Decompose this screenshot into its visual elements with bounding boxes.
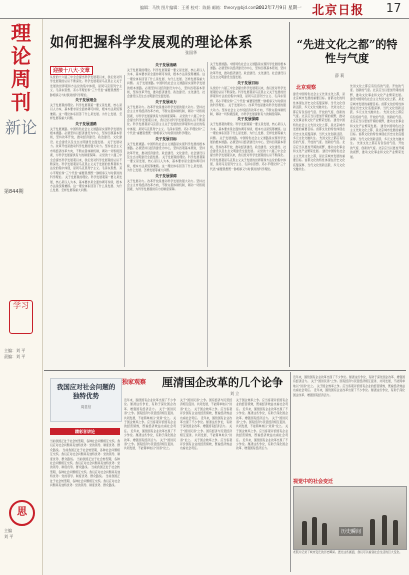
issue-number: 第844期 — [4, 189, 24, 195]
paragraph: 近年来，围绕国有企业改革出现了不少争论。厘清这些争论，有助于深化国企改革、增强国有经济活力。 — [293, 375, 405, 384]
paragraph: 关于发展道路。中国特色社会主义道路是实现科学发展的根本道路。必须坚持以经济建设为中心，坚持四项基本原则，坚持改革开放，推动经济建设、政治建设、文化建设、社会建设以及生态文明建设全面发展。 — [127, 141, 205, 159]
main-column-3 — [210, 62, 286, 367]
paragraph: 关于发展道路。中国特色社会主义道路是实现科学发展的根本道路。必须坚持以经济建设为中心，坚持四项基本原则，坚持改革开放，推动经济建设、政治建设、文化建设、社会建设以及生态文明建设全面发展。 — [127, 81, 205, 99]
paragraph: 关于“国进民退”之争。国有经济与民营经济相互促进、共同发展，不能简单地以“进退”论之。 — [236, 415, 288, 429]
bottom-column-1 — [124, 398, 176, 572]
paragraph: 近年来，围绕国有企业改革出现了不少争论。厘清这些争论，有助于深化国企改革、增强国有经济活力。 — [180, 415, 232, 429]
right-column-2 — [350, 84, 404, 367]
section-head: 关于发展动力 — [155, 99, 177, 104]
section-head: 关于发展道路 — [75, 121, 97, 126]
paragraph: 关于“国进民退”之争。国有经济与民营经济相互促进、共同发展，不能简单地以“进退”论之。 — [124, 437, 176, 451]
paragraph: 关于发展观的理论。科学发展观第一要义是发展，核心是以人为本，基本要求是全面协调可持续，根本方法是统筹兼顾。这一理论体系回答了什么是发展、为什么发展、怎样发展等重大问题。 — [50, 103, 122, 121]
paragraph: 关于发展道路。中国特色社会主义道路是实现科学发展的根本道路。必须坚持以经济建设为中心，坚持四项基本原则，坚持改革开放，推动经济建设、政治建设、文化建设、社会建设以及生态文明建设全面发展。 — [210, 62, 286, 80]
paragraph: 近年来，围绕国有企业改革出现了不少争论。厘清这些争论，有助于深化国企改革、增强国有经济活力。 — [236, 437, 288, 451]
paragraph: 近年来，围绕国有企业改革出现了不少争论。厘清这些争论，有助于深化国企改革、增强国有经济活力。 — [124, 428, 176, 442]
paragraph: 关于发展观的理论。科学发展观第一要义是发展，核心是以人为本，基本要求是全面协调可持续，根本方法是统筹兼顾。这一理论体系回答了什么是发展、为什么发展、怎样发展等重大问题。 — [127, 68, 205, 86]
bottom-tag: 独家观察 — [122, 379, 147, 386]
historic-photo[interactable] — [293, 486, 407, 550]
paragraph: 建设中国特色社会主义先进文化之都，是北京城市发展的重要目标。首都文化的特性体现在历史文化底蕴深厚、当代文化创新活跃、多元文化交融共生。 — [293, 118, 345, 141]
main-author: 张国华 — [185, 50, 197, 55]
editor-credit: 主编：刘 平 责编：刘 平 — [4, 348, 26, 359]
photo-figure — [393, 520, 398, 545]
commentary-title[interactable]: 我国应对社会问题的独特优势 — [56, 383, 116, 400]
paragraph: 关于“国进民退”之争。国有经济与民营经济相互促进、共同发展，不能简单地以“进退”论之。 — [180, 424, 232, 442]
photo-figure — [370, 519, 375, 545]
section-head: 关于发展保障 — [237, 117, 259, 122]
paragraph: 关于发展观的理论。科学发展观第一要义是发展，核心是以人为本，基本要求是全面协调可持续，根本方法是统筹兼顾。这一理论体系回答了什么是发展、为什么发展、怎样发展等重大问题。 — [127, 154, 205, 173]
bottom-column-2 — [180, 398, 232, 572]
stamp-icon: 学习 — [9, 300, 33, 334]
main-column-1 — [50, 75, 122, 367]
paragraph: 关于发展观的理论。科学发展观第一要义是发展，核心是以人为本，基本要求是全面协调可持续，根本方法是统筹兼顾。这一理论体系回答了什么是发展、为什么发展、怎样发展等重大问题。 — [50, 175, 122, 193]
paragraph: 先进文化之都应有包容的气度、开放的气度、创新的气度。北京应当以更加开阔的视野，推动文化事业和文化产业繁荣发展。 — [293, 136, 345, 154]
section-head: 关于发展理念 — [75, 98, 97, 103]
column-divider — [290, 372, 291, 572]
section-head: 关于发展战略 — [155, 63, 177, 67]
page-number: 17 — [386, 1, 402, 15]
paragraph: 先进文化之都应有包容的气度、开放的气度、创新的气度。北京应当以更加开阔的视野，推动文化事业和文化产业繁荣发展。 — [350, 141, 404, 159]
column-divider — [124, 75, 125, 367]
paragraph: 关于发展动力。改革开放是推动科学发展的强大动力。坚持社会主义市场经济改革方向，不断完善体制机制，调动一切积极因素，为科学发展提供有力的制度保障。 — [210, 103, 286, 117]
main-column-2 — [127, 62, 205, 367]
section-subtitle: 新论 — [4, 118, 37, 137]
paragraph: 关于国企效率之争。应当客观评价国有企业的经营绩效，既看经济效益也看社会责任。 — [180, 437, 232, 451]
paragraph: 当前我国正处于社会转型期，各种社会问题相互交织。我们应对社会问题具有独特优势：党的领导、制度优势、群众路线。 — [50, 465, 120, 479]
paragraph: 关于国企效率之争。应当客观评价国有企业的经营绩效，既看经济效益也看社会责任。 — [236, 398, 288, 411]
paragraph: 近年来，围绕国有企业改革出现了不少争论。厘清这些争论，有助于深化国企改革、增强国有经济活力。 — [293, 388, 405, 397]
paragraph: 关于国企效率之争。应当客观评价国有企业的经营绩效，既看经济效益也看社会责任。 — [236, 424, 288, 442]
paragraph: 当前我国正处于社会转型期，各种社会问题相互交织。我们应对社会问题具有独特优势：党的领导、制度优势、群众路线。 — [50, 474, 120, 488]
section-head: 关于发展保障 — [155, 173, 177, 178]
paragraph: 当前我国正处于社会转型期，各种社会问题相互交织。我们应对社会问题具有独特优势：党的领导、制度优势、群众路线。 — [50, 456, 120, 470]
paragraph: 关于国企效率之争。应当客观评价国有企业的经营绩效，既看经济效益也看社会责任。 — [293, 383, 405, 393]
paragraph: 从党的十六届三中全会提出科学发展观以来，我们党对科学发展观的认识不断深化。科学发展观是马克思主义关于发展的世界观和方法论的集中体现，是同马克思列宁主义、毛泽东思想、邓小平理论和“三个代表”重要思想既一脉相承又与时俱进的科学理论。 — [50, 153, 122, 180]
right-tag: 北京观察 — [296, 85, 317, 91]
right-headline[interactable]: “先进文化之都”的特性与气度 — [296, 38, 398, 65]
paragraph: 近年来，围绕国有企业改革出现了不少争论。厘清这些争论，有助于深化国企改革、增强国有经济活力。 — [236, 406, 288, 420]
right-column-1 — [293, 92, 345, 367]
bottom-column-4 — [293, 375, 405, 475]
column-divider — [207, 62, 208, 367]
paragraph: 从党的十六届三中全会提出科学发展观以来，我们党对科学发展观的认识不断深化。科学发展观是马克思主义关于发展的世界观和方法论的集中体现，是同马克思列宁主义、毛泽东思想、邓小平理论和“三个代表”重要思想既一脉相承又与时俱进的科学理论。 — [210, 148, 286, 171]
paragraph: 关于发展动力。改革开放是推动科学发展的强大动力。坚持社会主义市场经济改革方向，不断完善体制机制，调动一切积极因素，为科学发展提供有力的制度保障。 — [127, 104, 205, 118]
paragraph: 先进文化之都应有包容的气度、开放的气度、创新的气度。北京应当以更加开阔的视野，推动文化事业和文化产业繁荣发展。 — [350, 84, 404, 97]
editor-credit-bottom: 主编 刘 平 — [4, 528, 14, 539]
paragraph: 从党的十六届三中全会提出科学发展观以来，我们党对科学发展观的认识不断深化。科学发展观是马克思主义关于发展的世界观和方法论的集中体现，是同马克思列宁主义、毛泽东思想、邓小平理论和“三个代表”重要思想既一脉相承又与时俱进的科学理论。 — [210, 85, 286, 108]
paragraph: 关于国企效率之争。应当客观评价国有企业的经营绩效，既看经济效益也看社会责任。 — [124, 415, 176, 433]
photo-figure — [302, 521, 307, 545]
paragraph: 当前我国正处于社会转型期，各种社会问题相互交织。我们应对社会问题具有独特优势：党的领导、制度优势、群众路线。 — [50, 439, 120, 452]
paragraph: 先进文化之都应有包容的气度、开放的气度、创新的气度。北京应当以更加开阔的视野，推动文化事业和文化产业繁荣发展。 — [293, 105, 345, 123]
section-title: 理论周刊 — [11, 21, 31, 114]
paragraph: 关于发展观的理论。科学发展观第一要义是发展，核心是以人为本，基本要求是全面协调可持续，根本方法是统筹兼顾。这一理论体系回答了什么是发展、为什么发展、怎样发展等重大问题。 — [210, 122, 286, 140]
paper-name: 北京日报 — [312, 3, 365, 17]
main-headline[interactable]: 如何把握科学发展观的理论体系 — [50, 35, 253, 51]
paragraph: 关于“国进民退”之争。国有经济与民营经济相互促进、共同发展，不能简单地以“进退”论之。 — [180, 398, 232, 411]
commentary-text — [50, 439, 120, 572]
paragraph: 建设中国特色社会主义先进文化之都，是北京城市发展的重要目标。首都文化的特性体现在历史文化底蕴深厚、当代文化创新活跃、多元文化交融共生。 — [293, 92, 345, 110]
bottom-author: 刘 立 — [230, 391, 240, 396]
paragraph: 从党的十六届三中全会提出科学发展观以来，我们党对科学发展观的认识不断深化。科学发展观是马克思主义关于发展的世界观和方法论的集中体现，是同马克思列宁主义、毛泽东思想、邓小平理论和“三个代表”重要思想既一脉相承又与时俱进的科学理论。 — [50, 75, 122, 97]
bottom-column-3 — [236, 398, 288, 572]
paragraph: 关于发展动力。改革开放是推动科学发展的强大动力。坚持社会主义市场经济改革方向，不断完善体制机制，调动一切积极因素，为科学发展提供有力的制度保障。 — [127, 178, 205, 192]
paragraph: 关于国企效率之争。应当客观评价国有企业的经营绩效，既看经济效益也看社会责任。 — [180, 406, 232, 420]
paragraph: 关于发展道路。中国特色社会主义道路是实现科学发展的根本道路。必须坚持以经济建设为中心，坚持四项基本原则，坚持改革开放，推动经济建设、政治建设、文化建设、社会建设以及生态文明建设全面发展。 — [50, 126, 122, 144]
main-tag: 迎接十八大·文章 — [50, 66, 93, 75]
commentary-box — [50, 378, 122, 422]
commentary-bar: 精彩言讲论 — [50, 428, 120, 435]
section-head: 关于发展目标 — [155, 136, 177, 141]
commentary-author: 周显信 — [80, 405, 92, 409]
column-divider — [289, 22, 290, 367]
paragraph: 近年来，围绕国有企业改革出现了不少争论。厘清这些争论，有助于深化国企改革、增强国有经济活力。 — [124, 398, 176, 411]
photo-section-tag: 视觉中的社会变迁 — [293, 479, 334, 485]
paragraph: 建设中国特色社会主义先进文化之都，是北京城市发展的重要目标。首都文化的特性体现在历史文化底蕴深厚、当代文化创新活跃、多元文化交融共生。 — [293, 149, 345, 171]
section-head: 关于发展目标 — [237, 80, 259, 85]
right-author: 薛 莉 — [335, 73, 345, 78]
header-date: 2012年7月9日 星期一 — [256, 6, 302, 11]
seal-icon: 思 — [9, 500, 35, 526]
paragraph: 老照片记录了城市变迁的历史瞬间。透过这些画面，我们可以看到社会生活的巨大变化。 — [293, 550, 403, 554]
paragraph: 先进文化之都应有包容的气度、开放的气度、创新的气度。北京应当以更加开阔的视野，推动文化事业和文化产业繁荣发展。 — [350, 110, 404, 128]
paragraph: 关于“国进民退”之争。国有经济与民营经济相互促进、共同发展，不能简单地以“进退”论之。 — [124, 406, 176, 420]
paragraph: 当前我国正处于社会转型期，各种社会问题相互交织。我们应对社会问题具有独特优势：党的领导、制度优势、群众路线。 — [50, 447, 120, 461]
section-divider — [44, 370, 406, 371]
photo-figure — [312, 517, 317, 545]
paragraph: 关于发展动力。改革开放是推动科学发展的强大动力。坚持社会主义市场经济改革方向，不断完善体制机制，调动一切积极因素，为科学发展提供有力的制度保障。 — [50, 139, 122, 158]
photo-figure — [382, 515, 387, 545]
paragraph: 从党的十六届三中全会提出科学发展观以来，我们党对科学发展观的认识不断深化。科学发展观是马克思主义关于发展的世界观和方法论的集中体现，是同马克思列宁主义、毛泽东思想、邓小平理论和“三个代表”重要思想既一脉相承又与时俱进的科学理论。 — [127, 113, 205, 136]
paragraph: 建设中国特色社会主义先进文化之都，是北京城市发展的重要目标。首都文化的特性体现在历史文化底蕴深厚、当代文化创新活跃、多元文化交融共生。 — [350, 97, 404, 115]
bottom-headline[interactable]: 厘清国企改革的几个论争 — [162, 376, 283, 389]
photo-caption: 历史瞬间 — [341, 529, 362, 535]
photo-figure — [322, 523, 327, 545]
photo-text — [293, 550, 405, 572]
page-header — [0, 0, 409, 19]
header-meta: 编辑：马铁 图片编辑：王勇 校对：陈娟 邮箱：theory@bjd.com.cn — [140, 5, 263, 10]
paragraph: 关于发展道路。中国特色社会主义道路是实现科学发展的根本道路。必须坚持以经济建设为中心，坚持四项基本原则，坚持改革开放，推动经济建设、政治建设、文化建设、社会建设以及生态文明建设全面发展。 — [210, 135, 286, 153]
paragraph: 关于“国进民退”之争。国有经济与民营经济相互促进、共同发展，不能简单地以“进退”论之。 — [293, 379, 405, 388]
paragraph: 建设中国特色社会主义先进文化之都，是北京城市发展的重要目标。首都文化的特性体现在历史文化底蕴深厚、当代文化创新活跃、多元文化交融共生。 — [350, 123, 404, 146]
